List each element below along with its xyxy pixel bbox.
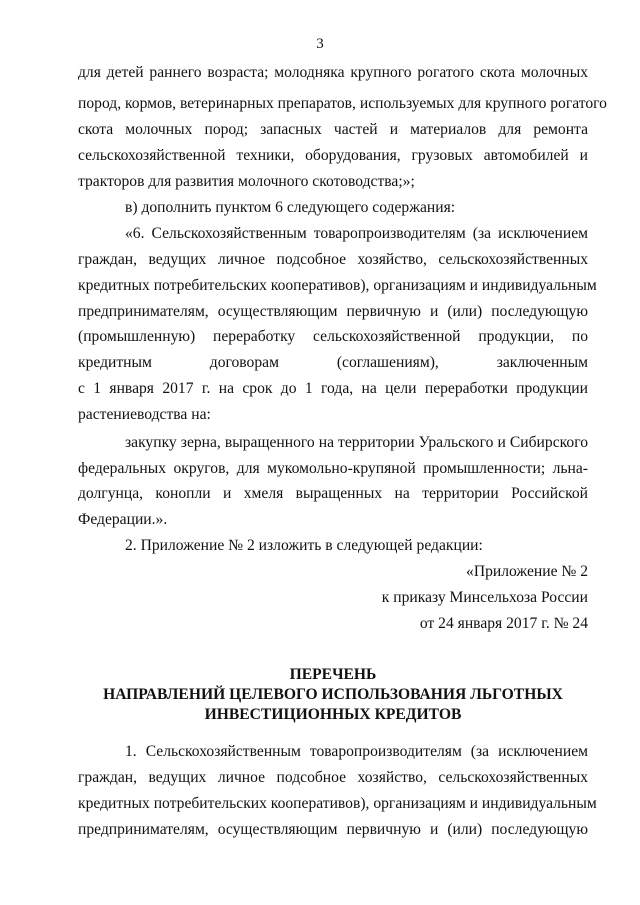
paragraph-annex-instruction: 2. Приложение № 2 изложить в следующей редакции: bbox=[125, 537, 483, 554]
appendix-order: к приказу Минсельхоза России bbox=[381, 589, 588, 606]
text-line: закупку зерна, выращенного на территории Уральского и Сибирского bbox=[125, 434, 588, 451]
text-line: 1. Сельскохозяйственным товаропроизводителям (за исключением bbox=[125, 743, 588, 760]
text-line: пород, кормов, ветеринарных препаратов, используемых для крупного рогатого bbox=[78, 95, 607, 112]
heading-line: НАПРАВЛЕНИЙ ЦЕЛЕВОГО ИСПОЛЬЗОВАНИЯ ЛЬГОТНЫХ bbox=[103, 686, 563, 703]
appendix-title: «Приложение № 2 bbox=[466, 563, 588, 580]
text-line: долгунца, конопли и хмеля выращенных на территории Российской bbox=[78, 485, 588, 502]
text-line: с 1 января 2017 г. на срок до 1 года, на цели переработки продукции bbox=[78, 380, 588, 397]
appendix-date: от 24 января 2017 г. № 24 bbox=[419, 615, 588, 632]
text-line: сельскохозяйственной техники, оборудования, грузовых автомобилей и bbox=[78, 147, 588, 164]
text-line: кредитных потребительских кооперативов), организациям и индивидуальным bbox=[78, 795, 597, 812]
heading-line: ПЕРЕЧЕНЬ bbox=[289, 666, 377, 683]
text-line: кредитным договорам (соглашениям), заключенным bbox=[78, 354, 588, 371]
paragraph-amendment-v: в) дополнить пунктом 6 следующего содержания: bbox=[125, 199, 456, 216]
text-line: «6. Сельскохозяйственным товаропроизводителям (за исключением bbox=[125, 225, 588, 242]
text-line: Федерации.». bbox=[78, 511, 168, 528]
text-line: для детей раннего возраста; молодняка крупного рогатого скота молочных bbox=[78, 64, 588, 81]
text-line: (промышленную) переработку сельскохозяйственной продукции, по bbox=[78, 328, 588, 345]
text-line: граждан, ведущих личное подсобное хозяйство, сельскохозяйственных bbox=[78, 251, 588, 268]
text-line: предпринимателям, осуществляющим первичную и (или) последующую bbox=[78, 821, 588, 838]
text-line: кредитных потребительских кооперативов), организациям и индивидуальным bbox=[78, 277, 597, 294]
text-line: скота молочных пород; запасных частей и материалов для ремонта bbox=[78, 121, 588, 138]
text-line: растениеводства на: bbox=[78, 406, 211, 423]
text-line: федеральных округов, для мукомольно-крупяной промышленности; льна- bbox=[78, 460, 588, 477]
text-line: предпринимателям, осуществляющим первичную и (или) последующую bbox=[78, 303, 588, 320]
heading-line: ИНВЕСТИЦИОННЫХ КРЕДИТОВ bbox=[204, 706, 462, 723]
text-line: граждан, ведущих личное подсобное хозяйство, сельскохозяйственных bbox=[78, 769, 588, 786]
text-line: тракторов для развития молочного скотоводства;»; bbox=[78, 173, 415, 190]
page-number: 3 bbox=[316, 36, 324, 52]
